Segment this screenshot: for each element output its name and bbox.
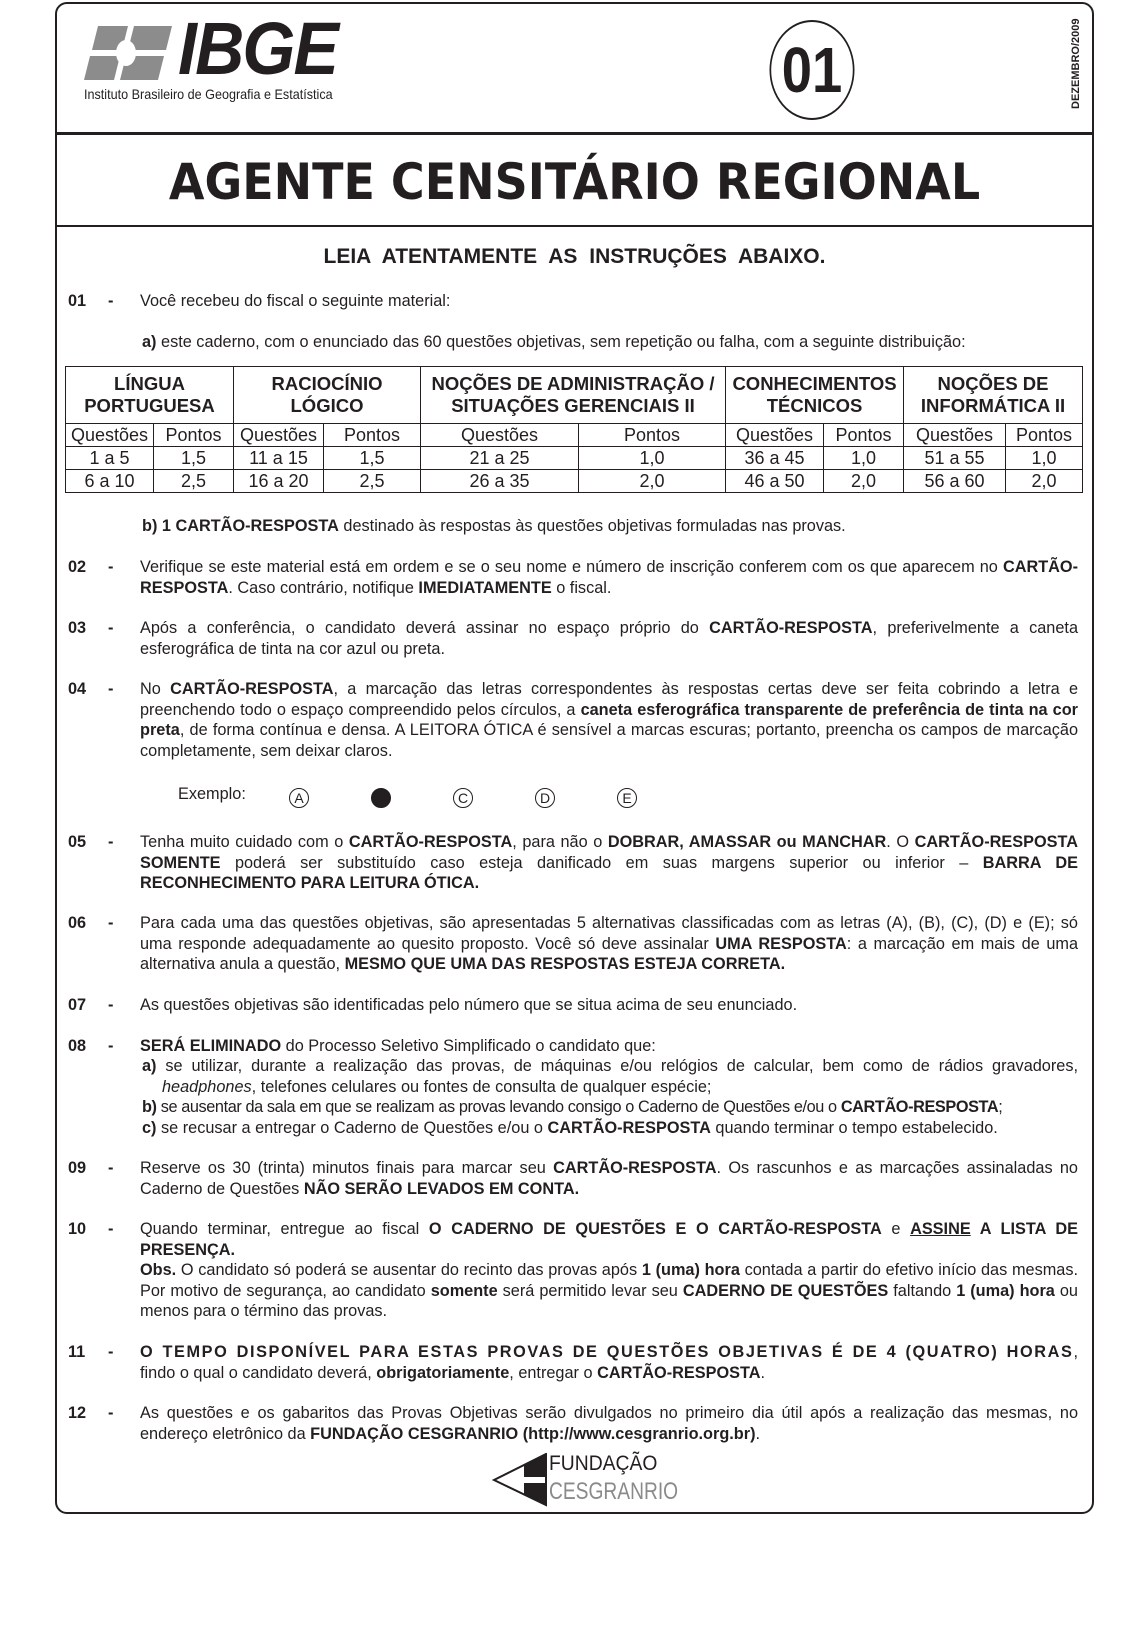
dash: - <box>108 680 114 698</box>
text-segment: o fiscal. <box>551 578 612 597</box>
text-segment: 1 (uma) hora <box>641 1261 740 1279</box>
instruction-number: 08 <box>68 1037 87 1055</box>
instruction-number: 10 <box>68 1220 87 1238</box>
cesgranrio-logo-line2: CESGRANRIO <box>549 1478 679 1505</box>
text-segment: UMA RESPOSTA <box>715 934 847 953</box>
table-cell: 36 a 45 <box>726 447 824 470</box>
dash: - <box>108 1343 114 1361</box>
instruction-number: 11 <box>68 1343 86 1361</box>
text-segment: BARRA DE RECONHECIMENTO PARA LEITURA ÓTICA. <box>140 853 1078 893</box>
text-segment: , findo o qual o candidato deverá, <box>140 1343 1078 1382</box>
text-segment: Verifique se este material está em ordem e se o seu nome e número de inscrição conferem com os que aparecem no <box>140 558 1003 576</box>
exam-date: DEZEMBRO/2009 <box>1070 18 1082 110</box>
page-title: AGENTE CENSITÁRIO REGIONAL <box>168 153 981 211</box>
table-cell: 51 a 55 <box>904 447 1006 470</box>
instruction-number: 02 <box>68 558 87 576</box>
dash: - <box>108 1404 114 1422</box>
text-segment: faltando <box>888 1281 957 1300</box>
dash: - <box>108 1220 114 1238</box>
instruction-text <box>140 291 1078 312</box>
text-segment: CADERNO DE QUESTÕES <box>682 1281 889 1300</box>
table-subheader-row <box>66 424 1083 447</box>
material-item-a <box>142 332 966 353</box>
text-segment: IMEDIATAMENTE <box>418 578 552 597</box>
text-segment: CARTÃO-RESPOSTA <box>140 558 1078 597</box>
text-segment: Após a conferência, o candidato deverá assinar no espaço próprio do <box>140 619 710 637</box>
text-segment: Para cada uma das questões objetivas, são apresentadas 5 alternativas classificadas com as letras (A), (B), (C), (D) e (E); só uma responde adequadamente ao quesito proposto. Você só deve assinalar <box>140 914 1078 953</box>
col-pontos: Pontos <box>324 424 421 447</box>
instruction-number: 03 <box>68 619 87 637</box>
dash: - <box>108 619 114 637</box>
table-cell: 26 a 35 <box>421 470 579 493</box>
text-segment: ; <box>998 1098 1003 1117</box>
text-segment: CARTÃO-RESPOSTA <box>170 680 334 698</box>
dash: - <box>108 914 114 932</box>
item08-subs <box>142 1056 1078 1138</box>
dash: - <box>108 292 114 310</box>
instruction-02 <box>68 557 1078 598</box>
table-cell: 46 a 50 <box>726 470 824 493</box>
instruction-number: 12 <box>68 1404 87 1422</box>
text-segment: contada a partir do efetivo início das mesmas. Por motivo de segurança, ao candidato <box>140 1261 1079 1300</box>
instruction-08 <box>68 1036 1078 1057</box>
table-cell: 11 a 15 <box>234 447 324 470</box>
text-segment: será permitido levar seu <box>497 1281 683 1300</box>
text-segment: Você recebeu do fiscal o seguinte material: <box>140 292 451 310</box>
text-segment: 1 (uma) hora <box>956 1281 1055 1300</box>
text-segment: obrigatoriamente <box>376 1363 510 1382</box>
header-divider <box>55 132 1094 135</box>
text-segment: , para não o <box>512 833 608 851</box>
instruction-12 <box>68 1403 1078 1444</box>
elimination-item-b <box>142 1097 1078 1118</box>
text-segment: . O <box>886 833 915 851</box>
text-segment: FUNDAÇÃO CESGRANRIO (http://www.cesgranrio.org.br) <box>310 1424 756 1443</box>
instruction-03 <box>68 618 1078 659</box>
subject-header: LÍNGUA PORTUGUESA <box>66 367 234 424</box>
example-label: Exemplo: <box>178 785 246 803</box>
text-segment: ASSINE <box>910 1220 971 1238</box>
table-row <box>66 447 1083 470</box>
table-cell: 1 a 5 <box>66 447 154 470</box>
text-segment: , de forma contínua e densa. A LEITORA ÓTICA é sensível a marcas escuras; portanto, preencha os campos de marcação completamente, sem deixar claros. <box>140 721 1078 760</box>
text-segment: e <box>881 1220 911 1238</box>
text-segment: As questões e os gabaritos das Provas Objetivas serão divulgados no primeiro dia útil após a realização das mesmas, no endereço eletrônico da <box>140 1404 1078 1443</box>
dash: - <box>108 1037 114 1055</box>
instruction-text <box>140 1342 1078 1383</box>
table-cell: 21 a 25 <box>421 447 579 470</box>
example-bubble-c: C <box>453 788 473 808</box>
title-divider <box>55 225 1094 227</box>
text-segment: , entregar o <box>509 1363 598 1382</box>
text-segment: CARTÃO-RESPOSTA <box>348 833 513 851</box>
text-segment: A LISTA DE PRESENÇA. <box>140 1220 1078 1259</box>
instruction-11 <box>68 1342 1078 1383</box>
text-segment: se ausentar da sala em que se realizam as provas levando consigo o Caderno de Questões e/ou o <box>156 1098 841 1117</box>
text-segment: b) <box>142 1098 157 1117</box>
exam-number: 01 <box>770 20 855 120</box>
elimination-item-a <box>142 1056 1078 1097</box>
ibge-subtitle: Instituto Brasileiro de Geografia e Estatística <box>84 86 333 102</box>
text-segment: Reserve os 30 (trinta) minutos finais para marcar seu <box>140 1159 554 1177</box>
example-bubble-filled <box>371 788 391 808</box>
col-pontos: Pontos <box>1006 424 1083 447</box>
text-segment: a) <box>142 333 157 351</box>
text-segment: Obs. <box>140 1261 177 1279</box>
col-questoes: Questões <box>904 424 1006 447</box>
instruction-text <box>140 1036 1078 1057</box>
table-cell: 6 a 10 <box>66 470 154 493</box>
text-segment: poderá ser substituído caso esteja danificado em suas margens superior ou inferior – <box>220 853 983 872</box>
instruction-text <box>140 832 1078 894</box>
text-segment: destinado às respostas às questões objetivas formuladas nas provas. <box>338 517 846 535</box>
example-bubble-e: E <box>617 788 637 808</box>
example-bubble-a: A <box>289 788 309 808</box>
text-segment: se recusar a entregar o Caderno de Questões e/ou o <box>156 1118 548 1137</box>
text-segment: NÃO SERÃO LEVADOS EM CONTA. <box>303 1179 580 1198</box>
instruction-text <box>140 1158 1078 1199</box>
text-segment: CARTÃO-RESPOSTA <box>547 1118 711 1137</box>
table-cell: 2,5 <box>154 470 234 493</box>
instruction-text <box>140 913 1078 975</box>
text-segment: a) <box>142 1057 157 1075</box>
elimination-item-c <box>142 1118 1078 1139</box>
text-segment: SERÁ ELIMINADO <box>140 1037 282 1055</box>
instruction-text <box>140 557 1078 598</box>
instruction-text <box>140 995 1078 1016</box>
example-bubble-d: D <box>535 788 555 808</box>
instruction-text <box>140 679 1078 761</box>
text-segment: caneta esferográfica transparente de preferência de tinta na cor preta <box>140 700 1078 740</box>
instruction-04 <box>68 679 1078 761</box>
instruction-number: 09 <box>68 1159 87 1177</box>
col-pontos: Pontos <box>824 424 904 447</box>
text-segment: O candidato só poderá se ausentar do recinto das provas após <box>176 1261 642 1279</box>
instruction-number: 04 <box>68 680 87 698</box>
text-segment: CARTÃO-RESPOSTA SOMENTE <box>140 833 1078 872</box>
instruction-number: 05 <box>68 833 87 851</box>
instruction-text <box>140 1403 1078 1444</box>
text-segment: As questões objetivas são identificadas pelo número que se situa acima de seu enunciado. <box>140 996 798 1014</box>
instruction-05 <box>68 832 1078 894</box>
dash: - <box>108 558 114 576</box>
table-cell: 56 a 60 <box>904 470 1006 493</box>
cesgranrio-logo-line1: FUNDAÇÃO <box>549 1452 658 1475</box>
subject-header: NOÇÕES DE ADMINISTRAÇÃO / SITUAÇÕES GERENCIAIS II <box>421 367 726 424</box>
text-segment: . Os rascunhos e as marcações assinaladas no Caderno de Questões <box>140 1159 1078 1198</box>
distribution-table <box>65 366 1083 493</box>
instruction-number: 01 <box>68 292 87 310</box>
table-cell: 2,0 <box>1006 470 1083 493</box>
col-questoes: Questões <box>66 424 154 447</box>
text-segment: No <box>140 680 171 698</box>
item10-observation <box>140 1260 1078 1322</box>
table-cell: 1,5 <box>154 447 234 470</box>
table-cell: 2,0 <box>824 470 904 493</box>
instruction-09 <box>68 1158 1078 1199</box>
table-cell: 16 a 20 <box>234 470 324 493</box>
col-pontos: Pontos <box>579 424 726 447</box>
subject-header: NOÇÕES DE INFORMÁTICA II <box>904 367 1083 424</box>
material-item-b <box>142 516 846 537</box>
instruction-text <box>140 1219 1078 1260</box>
col-questoes: Questões <box>726 424 824 447</box>
dash: - <box>108 996 114 1014</box>
table-cell: 2,5 <box>324 470 421 493</box>
text-segment: . <box>760 1363 766 1382</box>
text-segment: Quando terminar, entregue ao fiscal <box>140 1220 429 1238</box>
cesgranrio-logo-icon <box>492 1453 548 1507</box>
text-segment: ou menos para o término das provas. <box>140 1281 1078 1321</box>
instructions-heading: LEIA ATENTAMENTE AS INSTRUÇÕES ABAIXO. <box>323 245 826 268</box>
text-segment: Tenha muito cuidado com o <box>140 833 349 851</box>
table-cell: 1,0 <box>1006 447 1083 470</box>
instruction-06 <box>68 913 1078 975</box>
text-segment: , preferivelmente a caneta esferográfica de tinta na cor azul ou preta. <box>140 619 1078 658</box>
text-segment: , a marcação das letras correspondentes às respostas certas deve ser feita cobrindo a letra e preenchendo todo o espaço compreendido pelos círculos, a <box>140 680 1079 719</box>
text-segment: , telefones celulares ou fontes de consulta de qualquer espécie; <box>251 1077 712 1096</box>
text-segment: O TEMPO DISPONÍVEL PARA ESTAS PROVAS DE QUESTÕES OBJETIVAS É DE 4 (QUATRO) HORAS <box>140 1343 1074 1361</box>
dash: - <box>108 833 114 851</box>
text-segment: b) 1 CARTÃO-RESPOSTA <box>142 517 339 535</box>
text-segment: : a marcação em mais de uma alternativa anula a questão, <box>140 934 1078 974</box>
instruction-10 <box>68 1219 1078 1260</box>
text-segment: c) <box>142 1118 157 1137</box>
dash: - <box>108 1159 114 1177</box>
text-segment: este caderno, com o enunciado das 60 questões objetivas, sem repetição ou falha, com a seguinte distribuição: <box>156 333 966 351</box>
text-segment: CARTÃO-RESPOSTA <box>709 619 873 637</box>
text-segment: O CADERNO DE QUESTÕES E O CARTÃO-RESPOSTA <box>428 1220 882 1238</box>
text-segment: headphones <box>162 1077 252 1096</box>
subject-header: RACIOCÍNIO LÓGICO <box>234 367 421 424</box>
col-questoes: Questões <box>421 424 579 447</box>
table-cell: 1,5 <box>324 447 421 470</box>
text-segment: quando terminar o tempo estabelecido. <box>710 1118 998 1137</box>
instruction-07 <box>68 995 1078 1016</box>
col-questoes: Questões <box>234 424 324 447</box>
table-cell: 2,0 <box>579 470 726 493</box>
text-segment: CARTÃO-RESPOSTA <box>597 1363 761 1382</box>
col-pontos: Pontos <box>154 424 234 447</box>
instruction-number: 06 <box>68 914 87 932</box>
text-segment: do Processo Seletivo Simplificado o candidato que: <box>281 1037 656 1055</box>
text-segment: se utilizar, durante a realização das provas, de máquinas e/ou relógios de calcular, bem como de rádios gravadores, <box>156 1057 1078 1075</box>
ibge-logo-icon <box>84 24 176 82</box>
table-cell: 1,0 <box>579 447 726 470</box>
text-segment: CARTÃO-RESPOSTA <box>840 1098 999 1117</box>
instruction-01 <box>68 291 1078 312</box>
table-cell: 1,0 <box>824 447 904 470</box>
text-segment: . <box>755 1424 761 1443</box>
table-header-row <box>66 367 1083 424</box>
text-segment: DOBRAR, AMASSAR ou MANCHAR <box>607 833 887 851</box>
ibge-logo-text: IBGE <box>178 7 338 90</box>
text-segment: . Caso contrário, notifique <box>228 578 419 597</box>
text-segment: MESMO QUE UMA DAS RESPOSTAS ESTEJA CORRETA. <box>344 955 786 974</box>
text-segment: somente <box>430 1281 498 1300</box>
instruction-number: 07 <box>68 996 87 1014</box>
subject-header: CONHECIMENTOS TÉCNICOS <box>726 367 904 424</box>
table-row <box>66 470 1083 493</box>
instruction-text <box>140 618 1078 659</box>
text-segment: CARTÃO-RESPOSTA <box>553 1159 717 1177</box>
